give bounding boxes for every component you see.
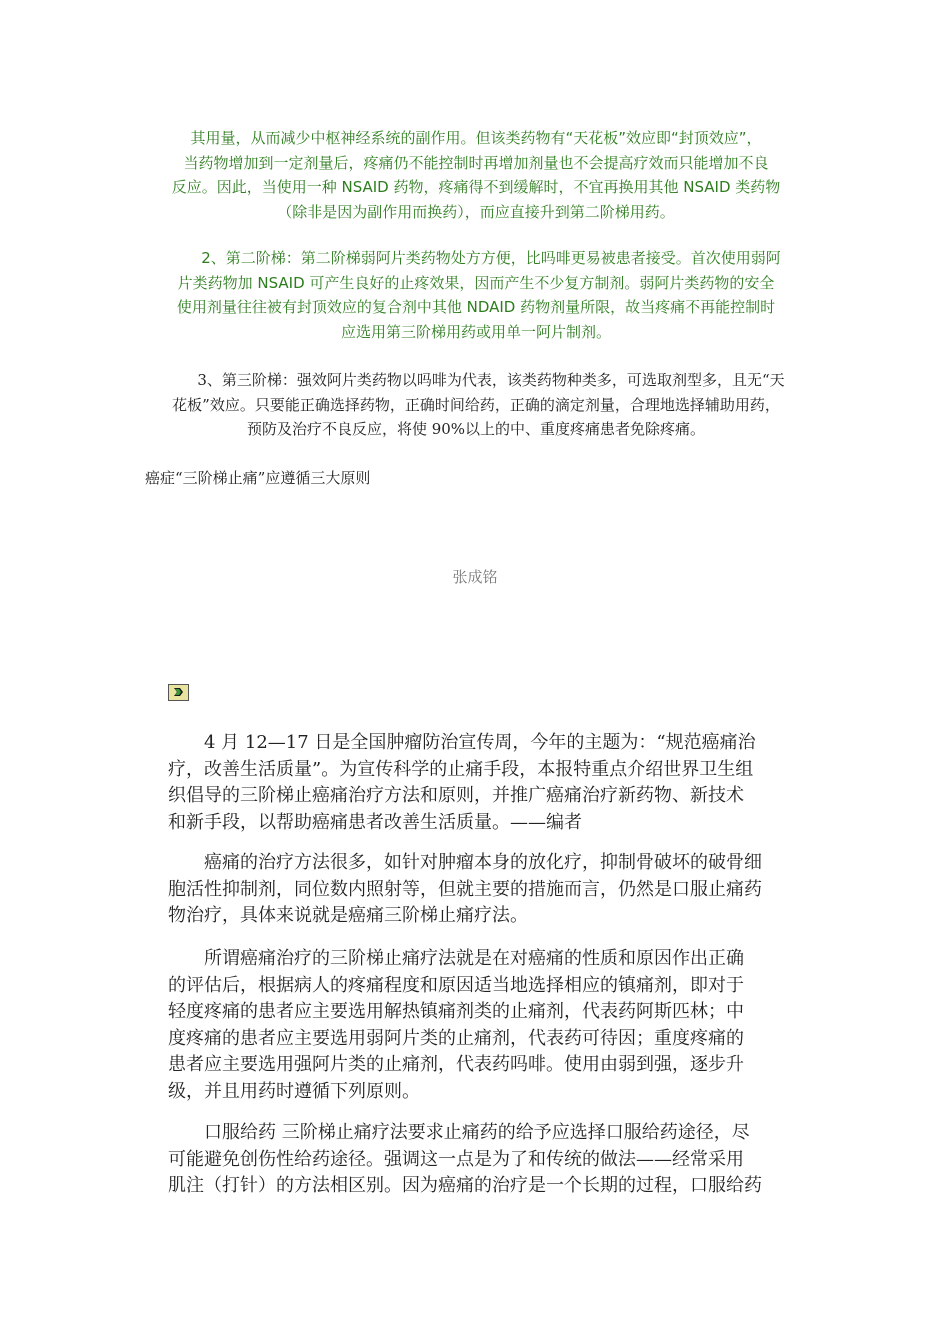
text-line: 疗，改善生活质量”。为宣传科学的止痛手段，本报特重点介绍世界卫生组 xyxy=(168,758,754,780)
text-line: 和新手段，以帮助癌痛患者改善生活质量。——编者 xyxy=(168,811,582,833)
text-line: 使用剂量往往被有封顶效应的复合剂中其他 NDAID 药物剂量所限，故当疼痛不再能控制时 xyxy=(176,298,776,316)
text-line: 所谓癌痛治疗的三阶梯止痛疗法就是在对癌痛的性质和原因作出正确 xyxy=(168,948,744,969)
text-line: 4 月 12—17 日是全国肿瘤防治宣传周，今年的主题为：“规范癌痛治 xyxy=(168,732,756,753)
text-line: 片类药物加 NSAID 可产生良好的止疼效果，因而产生不少复方制剂。弱阿片类药物的安全 xyxy=(177,273,775,292)
text-line: 织倡导的三阶梯止癌痛治疗方法和原则，并推广癌痛治疗新药物、新技术 xyxy=(168,785,744,806)
text-line: 反应。因此，当使用一种 NSAID 药物，疼痛得不到缓解时，不宜再换用其他 NSAID 类药物 xyxy=(171,178,781,196)
text-line: 其用量，从而减少中枢神经系统的副作用。但该类药物有“天花板”效应即“封顶效应”， xyxy=(190,129,762,147)
text-line: 度疼痛的患者应主要选用弱阿片类的止痛剂，代表药可待因；重度疼痛的 xyxy=(168,1027,744,1049)
text-line: 花板”效应。只要能正确选择药物，正确时间给药，正确的滴定剂量，合理地选择辅助用药， xyxy=(172,395,780,414)
text-line: 物治疗，具体来说就是癌痛三阶梯止痛疗法。 xyxy=(168,905,528,926)
nsaid-first-step-paragraph xyxy=(145,126,807,224)
text-line: 2、第二阶梯：第二阶梯弱阿片类药物处方方便，比吗啡更易被患者接受。首次使用弱阿 xyxy=(171,249,781,267)
three-step-method-paragraph xyxy=(168,946,782,1105)
text-line: （除非是因为副作用而换药），而应直接升到第二阶梯用药。 xyxy=(277,202,675,221)
text-line: 肌注（打针）的方法相区别。因为癌痛的治疗是一个长期的过程，口服给药 xyxy=(168,1175,762,1196)
second-step-paragraph xyxy=(145,246,807,344)
treatment-methods-paragraph xyxy=(168,850,782,930)
article-author: 张成铭 xyxy=(452,568,498,586)
text-line: 胞活性抑制剂，同位数内照射等，但就主要的措施而言，仍然是口服止痛药 xyxy=(168,878,762,900)
intro-paragraph xyxy=(168,730,782,836)
oral-administration-paragraph xyxy=(168,1120,782,1200)
text-line: 3、第三阶梯：强效阿片类药物以吗啡为代表，该类药物种类多，可选取剂型多，且无“天 xyxy=(167,371,785,389)
text-line: 口服给药 三阶梯止痛疗法要求止痛药的给予应选择口服给药途径，尽 xyxy=(168,1122,750,1143)
document-link-icon[interactable] xyxy=(168,684,189,701)
text-line: 轻度疼痛的患者应主要选用解热镇痛剂类的止痛剂，代表药阿斯匹林；中 xyxy=(168,1001,744,1022)
text-line: 预防及治疗不良反应，将使 90%以上的中、重度疼痛患者免除疼痛。 xyxy=(246,420,706,438)
text-line: 级，并且用药时遵循下列原则。 xyxy=(168,1080,420,1102)
text-line: 应选用第三阶梯用药或用单一阿片制剂。 xyxy=(340,322,611,341)
text-line: 癌痛的治疗方法很多，如针对肿瘤本身的放化疗，抑制骨破坏的破骨细 xyxy=(168,852,762,873)
text-line: 的评估后，根据病人的疼痛程度和原因适当地选择相应的镇痛剂，即对于 xyxy=(168,974,744,996)
text-line: 患者应主要选用强阿片类的止痛剂，代表药吗啡。使用由弱到强，逐步升 xyxy=(168,1054,744,1075)
third-step-paragraph xyxy=(145,368,807,442)
text-line: 当药物增加到一定剂量后，疼痛仍不能控制时再增加剂量也不会提高疗效而只能增加不良 xyxy=(183,153,769,172)
text-line: 可能避免创伤性给药途径。强调这一点是为了和传统的做法——经常采用 xyxy=(168,1148,744,1170)
article-title: 癌症“三阶梯止痛”应遵循三大原则 xyxy=(145,469,371,487)
